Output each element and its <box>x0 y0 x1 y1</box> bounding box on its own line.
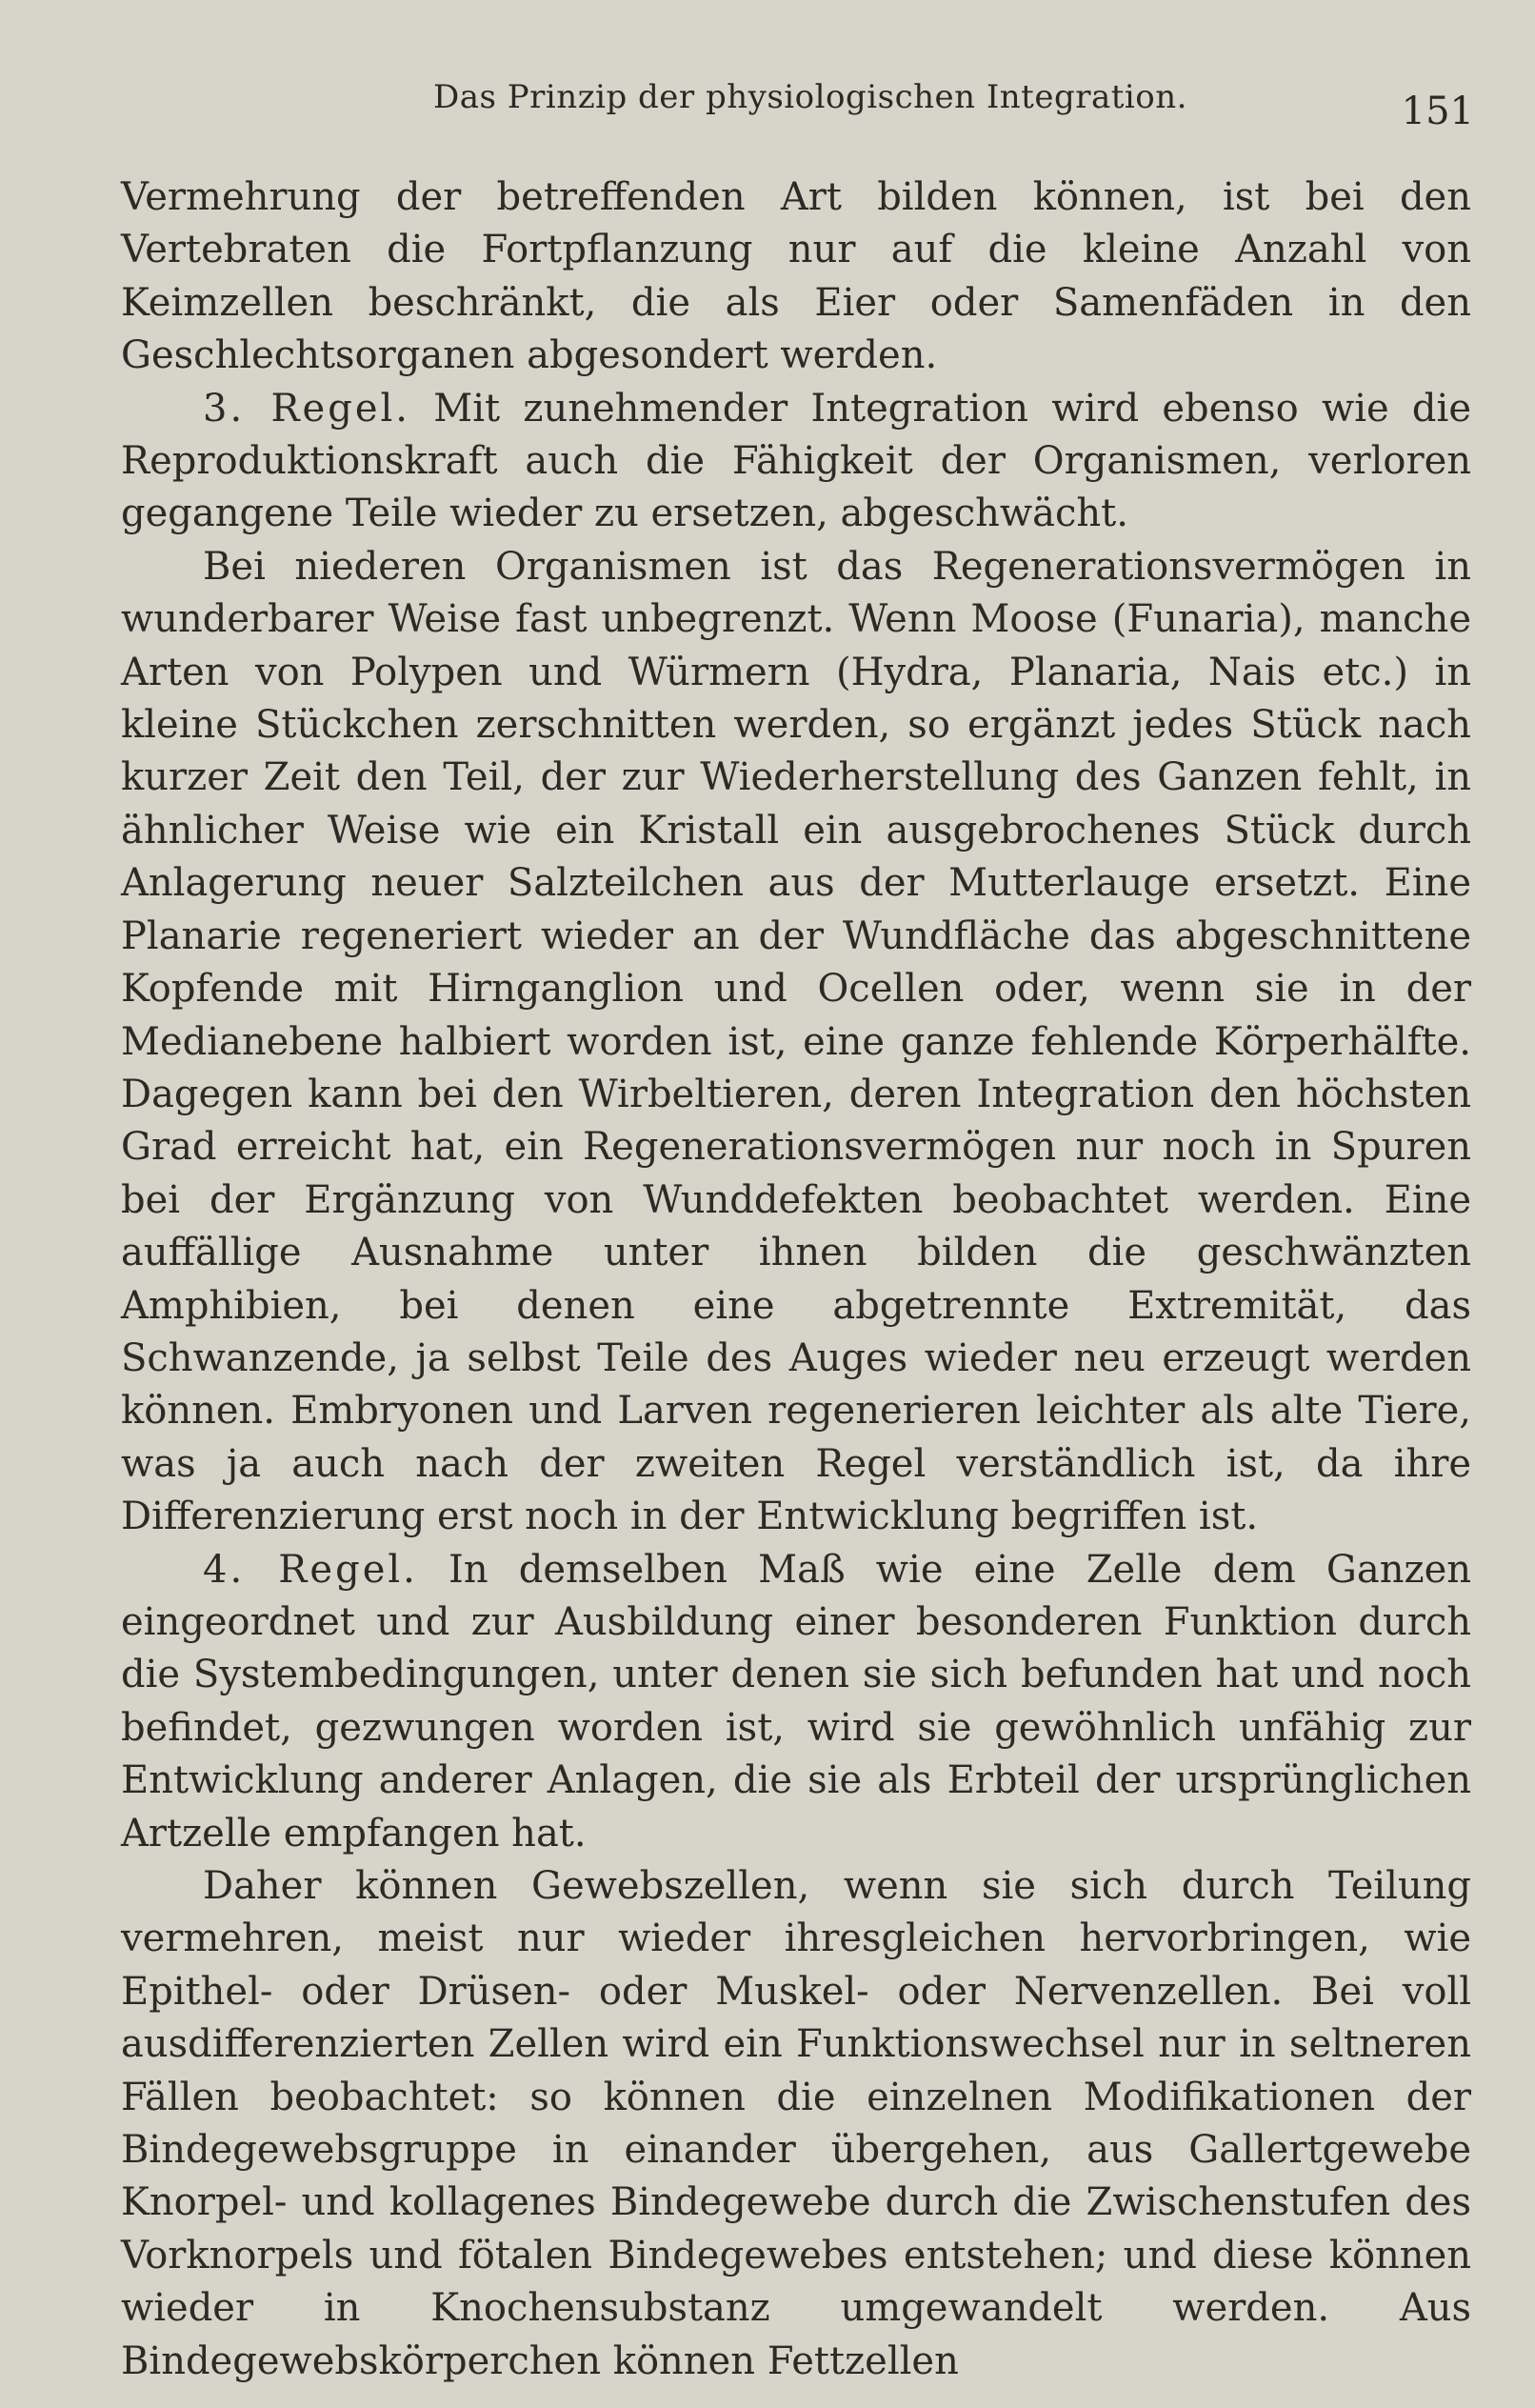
paragraph-5: Daher können Gewebszellen, wenn sie sich durch Teilung vermehren, meist nur wieder ihresgleichen hervorbringen, wie Epithel- oder Drüsen- oder Muskel- oder Nervenzellen. Bei voll ausdifferenzierten Zellen wird ein Funktionswechsel nur in seltneren Fällen beobachtet: so können die einzelnen Modifikationen der Bindegewebsgruppe in einander übergehen, aus Gallertgewebe Knorpel- und kollagenes Bindegewebe durch die Zwischenstufen des Vorknorpels und fötalen Bindegewebes entstehen; und diese können wieder in Knochensubstanz umgewandelt werden. Aus Bindegewebskörperchen können Fettzellen <box>121 1864 1471 2383</box>
rule-3-text: Mit zunehmender Integration wird ebenso wie die Reproduktionskraft auch die Fähigkeit der Organismen, verloren gegangene Teile wieder zu ersetzen, abgeschwächt. <box>121 386 1471 536</box>
rule-4-label: 4. Regel. <box>203 1547 418 1592</box>
paragraph-rule-4 <box>121 1544 1471 1860</box>
body-text <box>121 171 1471 2388</box>
rule-3-label: 3. Regel. <box>203 386 411 431</box>
paragraph-rule-3 <box>121 383 1471 541</box>
page-number: 151 <box>1401 90 1474 133</box>
paragraph-1: Vermehrung der betreffenden Art bilden können, ist bei den Vertebraten die Fortpflanzung nur auf die kleine Anzahl von Keimzellen beschränkt, die als Eier oder Samenfäden in den Geschlechtsorganen abgesondert werden. <box>121 175 1471 378</box>
rule-4-text: In demselben Maß wie eine Zelle dem Ganzen eingeordnet und zur Ausbildung einer besonderen Funktion durch die Systembedingungen, unter denen sie sich befunden hat und noch befindet, gezwungen worden ist, wird sie gewöhnlich unfähig zur Entwicklung anderer Anlagen, die sie als Erbteil der ursprünglichen Artzelle empfangen hat. <box>121 1547 1472 1856</box>
running-header: Das Prinzip der physiologischen Integration. <box>433 78 1187 116</box>
paragraph-3: Bei niederen Organismen ist das Regenerationsvermögen in wunderbarer Weise fast unbegrenzt. Wenn Moose (Funaria), manche Arten von Polypen und Würmern (Hydra, Planaria, Nais etc.) in kleine Stückchen zerschnitten werden, so ergänzt jedes Stück nach kurzer Zeit den Teil, der zur Wiederherstellung des Ganzen fehlt, in ähnlicher Weise wie ein Kristall ein ausgebrochenes Stück durch Anlagerung neuer Salzteilchen aus der Mutterlauge ersetzt. Eine Planarie regeneriert wieder an der Wundfläche das abgeschnittene Kopfende mit Hirnganglion und Ocellen oder, wenn sie in der Medianebene halbiert worden ist, eine ganze fehlende Körperhälfte. Dagegen kann bei den Wirbeltieren, deren Integration den höchsten Grad erreicht hat, ein Regenerationsvermögen nur noch in Spuren bei der Ergänzung von Wunddefekten beobachtet werden. Eine auffällige Ausnahme unter ihnen bilden die geschwänzten Amphibien, bei denen eine abgetrennte Extremität, das Schwanzende, ja selbst Teile des Auges wieder neu erzeugt werden können. Embryonen und Larven regenerieren leichter als alte Tiere, was ja auch nach der zweiten Regel verständlich ist, da ihre Differenzierung erst noch in der Entwicklung begriffen ist. <box>121 544 1471 1539</box>
